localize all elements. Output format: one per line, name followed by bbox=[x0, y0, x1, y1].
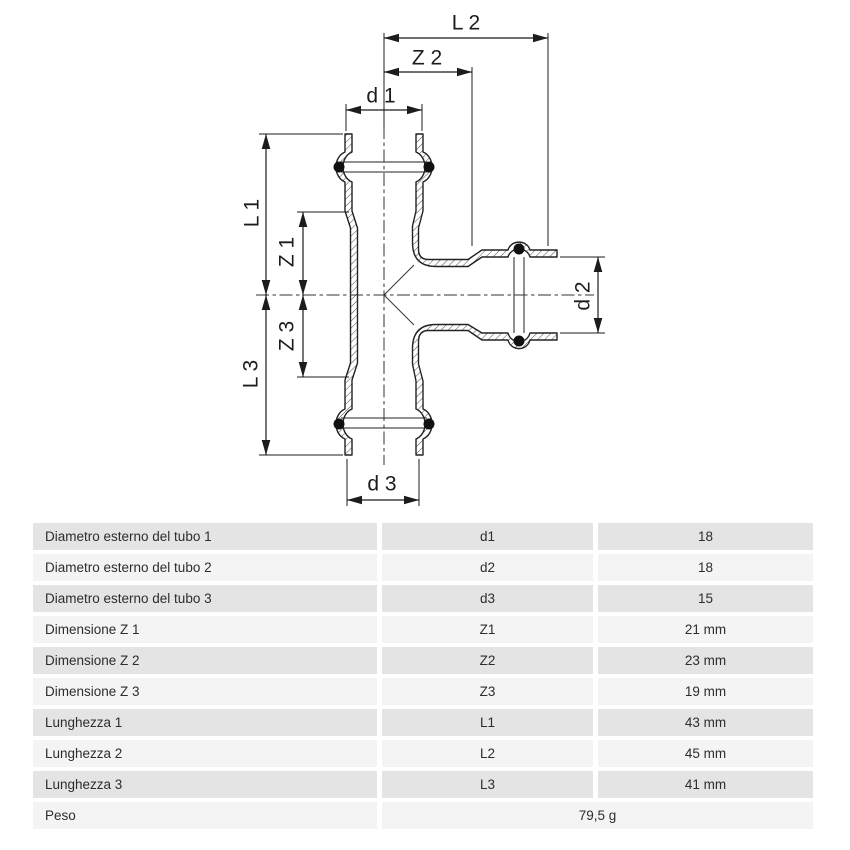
spec-value: 45 mm bbox=[598, 740, 813, 767]
table-row-weight bbox=[33, 802, 813, 829]
spec-name: Diametro esterno del tubo 2 bbox=[33, 554, 377, 581]
spec-symbol: d3 bbox=[382, 585, 593, 612]
spec-value: 15 bbox=[598, 585, 813, 612]
spec-value: 23 mm bbox=[598, 647, 813, 674]
o-ring-dot bbox=[334, 162, 345, 173]
dim-label-z3: Z 3 bbox=[275, 320, 299, 352]
o-ring-dot bbox=[514, 244, 525, 255]
spec-symbol: Z2 bbox=[382, 647, 593, 674]
spec-symbol: Z1 bbox=[382, 616, 593, 643]
spec-symbol: d1 bbox=[382, 523, 593, 550]
spec-value: 41 mm bbox=[598, 771, 813, 798]
table-row bbox=[33, 616, 813, 643]
table-row bbox=[33, 709, 813, 736]
o-ring-dot bbox=[424, 419, 435, 430]
dim-label-l2: L 2 bbox=[451, 11, 481, 35]
spec-name: Dimensione Z 1 bbox=[33, 616, 377, 643]
spec-table bbox=[33, 523, 813, 833]
spec-symbol: d2 bbox=[382, 554, 593, 581]
spec-name: Dimensione Z 2 bbox=[33, 647, 377, 674]
spec-symbol: L2 bbox=[382, 740, 593, 767]
dim-label-d3: d 3 bbox=[367, 472, 397, 496]
dim-label-z2: Z 2 bbox=[411, 46, 443, 70]
table-row bbox=[33, 771, 813, 798]
dim-label-d2: d 2 bbox=[571, 281, 595, 311]
spec-value: 19 mm bbox=[598, 678, 813, 705]
spec-name: Lunghezza 1 bbox=[33, 709, 377, 736]
spec-value: 43 mm bbox=[598, 709, 813, 736]
right-top-wall-section bbox=[413, 134, 558, 267]
spec-symbol: L3 bbox=[382, 771, 593, 798]
table-row bbox=[33, 678, 813, 705]
dim-label-d1: d 1 bbox=[366, 84, 396, 108]
table-row bbox=[33, 554, 813, 581]
spec-value: 79,5 g bbox=[382, 802, 813, 829]
dim-label-l3: L 3 bbox=[239, 359, 263, 389]
o-ring-dot bbox=[424, 162, 435, 173]
o-ring-dot bbox=[334, 419, 345, 430]
dim-label-l1: L 1 bbox=[240, 198, 264, 228]
o-ring-dot bbox=[514, 336, 525, 347]
table-row bbox=[33, 740, 813, 767]
dim-label-z1: Z 1 bbox=[275, 236, 299, 268]
table-row bbox=[33, 647, 813, 674]
spec-symbol: Z3 bbox=[382, 678, 593, 705]
spec-name: Peso bbox=[33, 802, 377, 829]
right-bottom-wall-section bbox=[413, 325, 558, 456]
spec-name: Lunghezza 2 bbox=[33, 740, 377, 767]
spec-value: 18 bbox=[598, 523, 813, 550]
spec-name: Diametro esterno del tubo 1 bbox=[33, 523, 377, 550]
spec-symbol: L1 bbox=[382, 709, 593, 736]
spec-name: Diametro esterno del tubo 3 bbox=[33, 585, 377, 612]
extension-lines bbox=[259, 33, 605, 506]
spec-name: Lunghezza 3 bbox=[33, 771, 377, 798]
dimension-arrows bbox=[262, 34, 603, 505]
spec-value: 18 bbox=[598, 554, 813, 581]
table-row bbox=[33, 585, 813, 612]
spec-value: 21 mm bbox=[598, 616, 813, 643]
spec-name: Dimensione Z 3 bbox=[33, 678, 377, 705]
table-row bbox=[33, 523, 813, 550]
